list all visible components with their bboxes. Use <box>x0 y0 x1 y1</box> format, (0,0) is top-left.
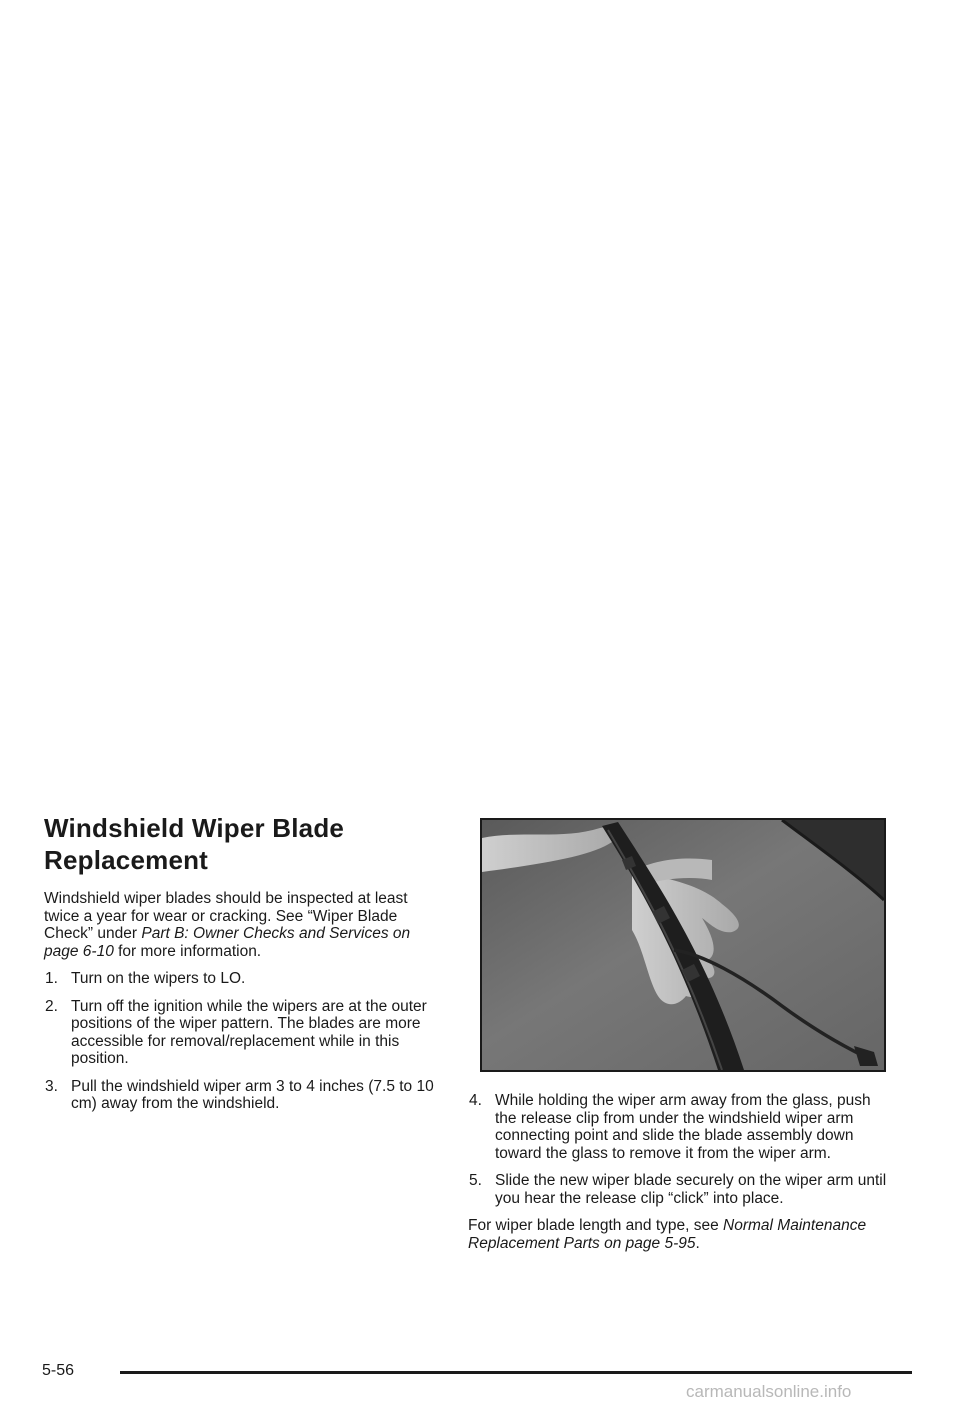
list-item <box>468 1092 888 1162</box>
page-number: 5-56 <box>42 1362 75 1379</box>
step-text: Slide the new wiper blade securely on the wiper arm until you hear the release clip “click” into place. <box>495 1172 887 1207</box>
step-text: While holding the wiper arm away from the glass, push the release clip from under the windshield wiper arm connecting point and slide the blade assembly down toward the glass to remove it from the wiper arm. <box>495 1092 871 1162</box>
closing-tail: . <box>695 1234 700 1252</box>
left-column <box>44 812 444 1123</box>
intro-reference-link[interactable]: Part B: Owner Checks and Services on page 6-10 <box>44 925 411 960</box>
heading-line-1: Windshield Wiper Blade <box>44 813 345 843</box>
section-heading <box>44 812 444 876</box>
footer-divider <box>120 1371 912 1374</box>
step-number: 1. <box>45 970 58 987</box>
intro-tail: for more information. <box>113 942 262 960</box>
step-number: 5. <box>469 1172 482 1189</box>
step-text: Turn off the ignition while the wipers are at the outer positions of the wiper pattern. The blades are more accessible for removal/replacement while in this position. <box>71 997 427 1067</box>
intro-text: Windshield wiper blades should be inspected at least twice a year for wear or cracking. See “Wiper Blade Check” under <box>44 890 408 942</box>
step-number: 2. <box>45 997 58 1015</box>
watermark: carmanualsonline.info <box>686 1382 852 1401</box>
right-column <box>468 1092 888 1262</box>
step-number: 3. <box>45 1077 58 1095</box>
wiper-blade-illustration <box>482 820 884 1070</box>
list-item <box>468 1172 888 1207</box>
closing-reference-link[interactable]: Normal Maintenance Replacement Parts on page 5-95 <box>468 1217 867 1252</box>
closing-text: For wiper blade length and type, see <box>468 1217 724 1234</box>
list-item <box>44 970 444 988</box>
step-text: Turn on the wipers to LO. <box>71 970 246 987</box>
wiper-photo <box>480 818 886 1072</box>
step-text: Pull the windshield wiper arm 3 to 4 inches (7.5 to 10 cm) away from the windshield. <box>71 1077 434 1112</box>
steps-list-right <box>468 1092 888 1207</box>
step-number: 4. <box>469 1092 482 1109</box>
steps-list-left <box>44 970 444 1113</box>
heading-line-2: Replacement <box>44 845 209 875</box>
intro-paragraph <box>44 890 444 960</box>
closing-paragraph <box>468 1217 888 1252</box>
list-item <box>44 998 444 1068</box>
list-item <box>44 1078 444 1113</box>
